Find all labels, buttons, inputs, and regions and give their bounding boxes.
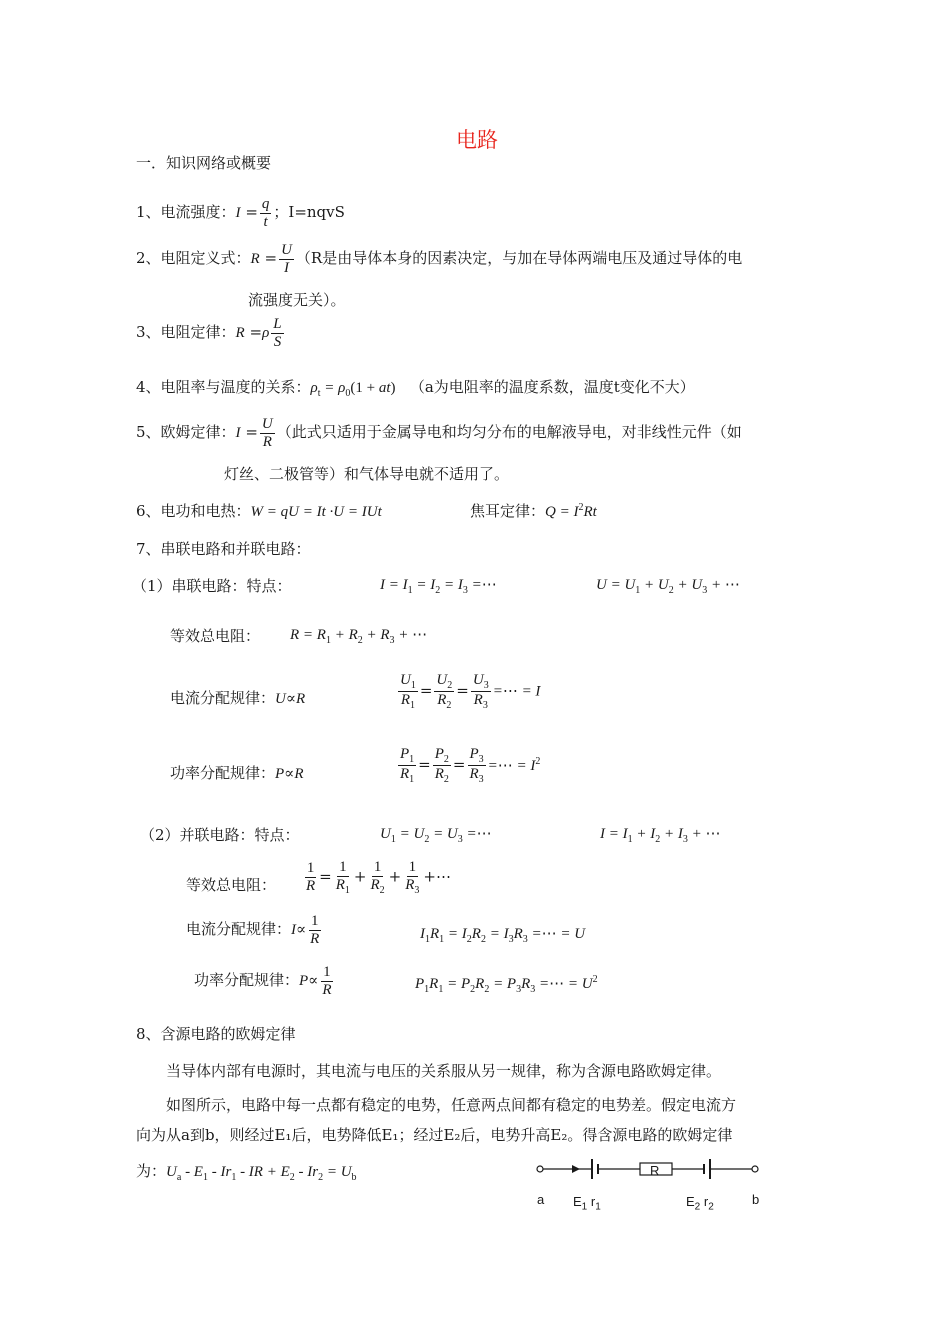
source-ohm-eq: 为：$U_a - E_1 - Ir_1$ - IR + $E_2 - Ir_2 = U_b$ bbox=[136, 1162, 357, 1183]
terminal-a bbox=[537, 1166, 543, 1172]
item-resistance-law: 3、电阻定律：R =ρ $\frac{L}{S}$ bbox=[136, 316, 282, 350]
series-total-r-eq: $R = R_1 + R_2 + R_3$ + ⋯ bbox=[290, 627, 428, 646]
parallel-cur-dist-eq: $I_1R_1 = I_2R_2 = I_3R_3$ =⋯ = U bbox=[420, 926, 586, 945]
terminal-b bbox=[752, 1166, 758, 1172]
page-title: 电路 bbox=[456, 128, 498, 152]
item-current: 1、电流强度：I = $\frac{q}{t}$ ；I=nqvS bbox=[136, 196, 345, 230]
circuit-label-b: b bbox=[752, 1192, 760, 1207]
series-pow-dist-label: 功率分配规律：P∝R bbox=[170, 764, 304, 782]
item-resistance-def: 2、电阻定义式：R = $\frac{U}{I}$ （R是由导体本身的因素决定，与加在导体两端电压及通过导体的电 bbox=[136, 242, 743, 276]
item-source-ohm-law: 8、含源电路的欧姆定律 bbox=[136, 1025, 296, 1043]
current-arrow-icon bbox=[572, 1165, 580, 1173]
item-joule-law: 焦耳定律：$Q = I^2Rt$ bbox=[470, 502, 597, 520]
series-pow-dist-eq: $\frac{P_1}{R_1}$ = $\frac{P_2}{R_2}$ = $\frac{P_3}{R_3}$ =⋯ = $I^2$ bbox=[400, 746, 541, 785]
parallel-current-eq: $I = I_1 + I_2 + I_3$ + ⋯ bbox=[600, 826, 721, 845]
series-cur-dist-eq: $\frac{U_1}{R_1}$ = $\frac{U_2}{R_2}$ = $\frac{U_3}{R_3}$ =⋯ = I bbox=[400, 672, 541, 711]
parallel-total-r-eq: $\frac{1}{R}$ = $\frac{1}{R_1}$ + $\frac{1}{R_2}$ + $\frac{1}{R_3}$ +⋯ bbox=[306, 859, 451, 896]
circuit-label-r: R bbox=[650, 1163, 660, 1178]
circuit-label-e1: $E_1$ $r_1$ bbox=[573, 1194, 601, 1213]
circuit-label-a: a bbox=[537, 1192, 545, 1207]
paragraph-2a: 如图所示，电路中每一点都有稳定的电势，任意两点间都有稳定的电势差。假定电流方 bbox=[166, 1096, 737, 1114]
parallel-pow-dist-eq: $P_1R_1 = P_2R_2 = P_3R_3$ =⋯ = $U^2$ bbox=[415, 974, 598, 995]
item-resistance-def-cont: 流强度无关）。 bbox=[248, 291, 346, 309]
item-ohm-law: 5、欧姆定律：I = $\frac{U}{R}$ （此式只适用于金属导电和均匀分布的电解液导电，对非线性元件（如 bbox=[136, 416, 742, 450]
item-resistivity-temp: 4、电阻率与温度的关系：$\rho_t = \rho_0(1 + at)$ （a为电阻率的温度系数，温度t变化不大） bbox=[136, 378, 695, 399]
series-total-r-label: 等效总电阻： bbox=[170, 627, 261, 645]
paragraph-1: 当导体内部有电源时，其电流与电压的关系服从另一规律，称为含源电路欧姆定律。 bbox=[166, 1062, 722, 1080]
parallel-pow-dist-label: 功率分配规律：P∝ $\frac{1}{R}$ bbox=[194, 964, 332, 998]
parallel-total-r-label: 等效总电阻： bbox=[186, 876, 277, 894]
parallel-voltage-eq: $U_1 = U_2 = U_3$ =⋯ bbox=[380, 826, 492, 845]
section-heading: 一．知识网络或概要 bbox=[136, 154, 272, 172]
series-voltage-eq: $U = U_1 + U_2 + U_3$ + ⋯ bbox=[596, 577, 740, 596]
parallel-cur-dist-label: 电流分配规律：I∝ $\frac{1}{R}$ bbox=[186, 913, 320, 947]
parallel-label: （2）并联电路：特点： bbox=[140, 826, 300, 844]
circuit-label-e2: $E_2$ $r_2$ bbox=[686, 1194, 714, 1213]
item-ohm-law-cont: 灯丝、二极管等）和气体导电就不适用了。 bbox=[224, 465, 510, 483]
paragraph-2b: 向为从a到b，则经过E₁后，电势降低E₁；经过E₂后，电势升高E₂。得含源电路的欧姆定律 bbox=[136, 1126, 733, 1144]
item-work-heat: 6、电功和电热：W = qU = It ·U = IUt bbox=[136, 502, 382, 520]
item-series-parallel: 7、串联电路和并联电路： bbox=[136, 540, 311, 558]
series-label: （1）串联电路：特点： bbox=[132, 577, 292, 595]
series-cur-dist-label: 电流分配规律：U∝R bbox=[170, 689, 306, 707]
series-current-eq: $I = I_1 = I_2 = I_3$ =⋯ bbox=[380, 577, 497, 596]
